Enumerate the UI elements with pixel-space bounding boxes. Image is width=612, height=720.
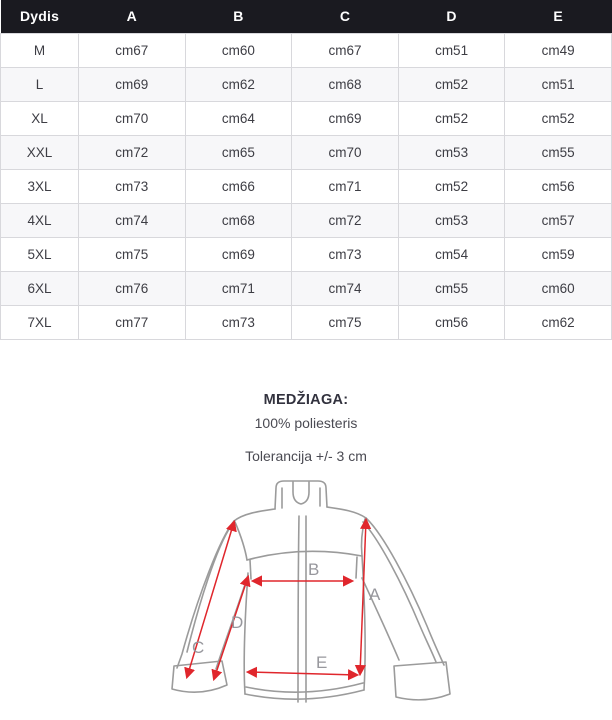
value-cell: cm76: [79, 271, 186, 305]
material-value: 100% poliesteris: [254, 414, 358, 431]
value-cell: cm75: [79, 237, 186, 271]
table-row: [1, 203, 612, 237]
col-header-b: B: [185, 0, 292, 33]
value-cell: cm67: [292, 33, 399, 67]
table-row: [1, 101, 612, 135]
hem-inner: [246, 683, 363, 692]
pocket-left: [250, 560, 251, 579]
table-header-row: [1, 0, 612, 33]
value-cell: cm73: [185, 305, 292, 339]
value-cell: cm55: [505, 135, 612, 169]
armhole-left: [235, 522, 247, 560]
tolerance-note: Tolerancija +/- 3 cm: [245, 447, 367, 464]
value-cell: cm51: [505, 67, 612, 101]
size-cell: M: [1, 33, 79, 67]
value-cell: cm70: [79, 101, 186, 135]
size-table: [0, 0, 612, 340]
value-cell: cm52: [398, 67, 505, 101]
value-cell: cm66: [185, 169, 292, 203]
value-cell: cm74: [292, 271, 399, 305]
col-header-d: D: [398, 0, 505, 33]
value-cell: cm71: [185, 271, 292, 305]
value-cell: cm74: [79, 203, 186, 237]
size-cell: XL: [1, 101, 79, 135]
value-cell: cm60: [505, 271, 612, 305]
value-cell: cm53: [398, 203, 505, 237]
value-cell: cm52: [398, 169, 505, 203]
value-cell: cm52: [505, 101, 612, 135]
pocket-right: [356, 557, 357, 578]
measure-arrows: [187, 520, 366, 679]
value-cell: cm49: [505, 33, 612, 67]
shoulder-right: [327, 507, 366, 518]
value-cell: cm57: [505, 203, 612, 237]
value-cell: cm52: [398, 101, 505, 135]
value-cell: cm53: [398, 135, 505, 169]
value-cell: cm72: [79, 135, 186, 169]
size-cell: 6XL: [1, 271, 79, 305]
measure-label-b: B: [308, 559, 320, 579]
value-cell: cm67: [79, 33, 186, 67]
value-cell: cm72: [292, 203, 399, 237]
torso-left: [244, 573, 248, 694]
jacket-diagram-svg: [136, 476, 476, 715]
value-cell: cm70: [292, 135, 399, 169]
table-row: [1, 169, 612, 203]
value-cell: cm69: [79, 67, 186, 101]
value-cell: cm69: [292, 101, 399, 135]
size-cell: 4XL: [1, 203, 79, 237]
table-row: [1, 271, 612, 305]
value-cell: cm62: [185, 67, 292, 101]
col-header-c: C: [292, 0, 399, 33]
value-cell: cm60: [185, 33, 292, 67]
value-cell: cm59: [505, 237, 612, 271]
size-cell: 5XL: [1, 237, 79, 271]
table-row: [1, 67, 612, 101]
value-cell: cm56: [505, 169, 612, 203]
value-cell: cm68: [292, 67, 399, 101]
value-cell: cm73: [292, 237, 399, 271]
table-row: [1, 237, 612, 271]
collar-notch: [293, 482, 309, 504]
table-row: [1, 135, 612, 169]
value-cell: cm77: [79, 305, 186, 339]
sleeve-left-seam: [187, 526, 231, 652]
measure-label-e: E: [316, 652, 328, 672]
measure-label-a: A: [369, 584, 381, 604]
value-cell: cm73: [79, 169, 186, 203]
shoulder-left: [234, 509, 275, 521]
value-cell: cm55: [398, 271, 505, 305]
sleeve-right-inner: [362, 578, 399, 660]
col-header-a: A: [79, 0, 186, 33]
value-cell: cm71: [292, 169, 399, 203]
value-cell: cm65: [185, 135, 292, 169]
material-label: MEDŽIAGA:: [263, 391, 349, 408]
value-cell: cm64: [185, 101, 292, 135]
size-cell: 3XL: [1, 169, 79, 203]
size-cell: L: [1, 67, 79, 101]
size-cell: 7XL: [1, 305, 79, 339]
measurement-diagram: [136, 476, 476, 720]
size-cell: XXL: [1, 135, 79, 169]
measure-label-c: C: [192, 637, 205, 657]
table-row: [1, 305, 612, 339]
value-cell: cm54: [398, 237, 505, 271]
col-header-dydis: Dydis: [1, 0, 79, 33]
table-row: [1, 33, 612, 67]
value-cell: cm69: [185, 237, 292, 271]
material-info: [0, 392, 612, 464]
yoke-seam: [247, 551, 362, 560]
value-cell: cm75: [292, 305, 399, 339]
cuff-right: [394, 662, 450, 700]
measure-label-d: D: [231, 612, 244, 632]
value-cell: cm68: [185, 203, 292, 237]
value-cell: cm62: [505, 305, 612, 339]
col-header-e: E: [505, 0, 612, 33]
measure-line-e: [248, 672, 357, 675]
value-cell: cm51: [398, 33, 505, 67]
value-cell: cm56: [398, 305, 505, 339]
